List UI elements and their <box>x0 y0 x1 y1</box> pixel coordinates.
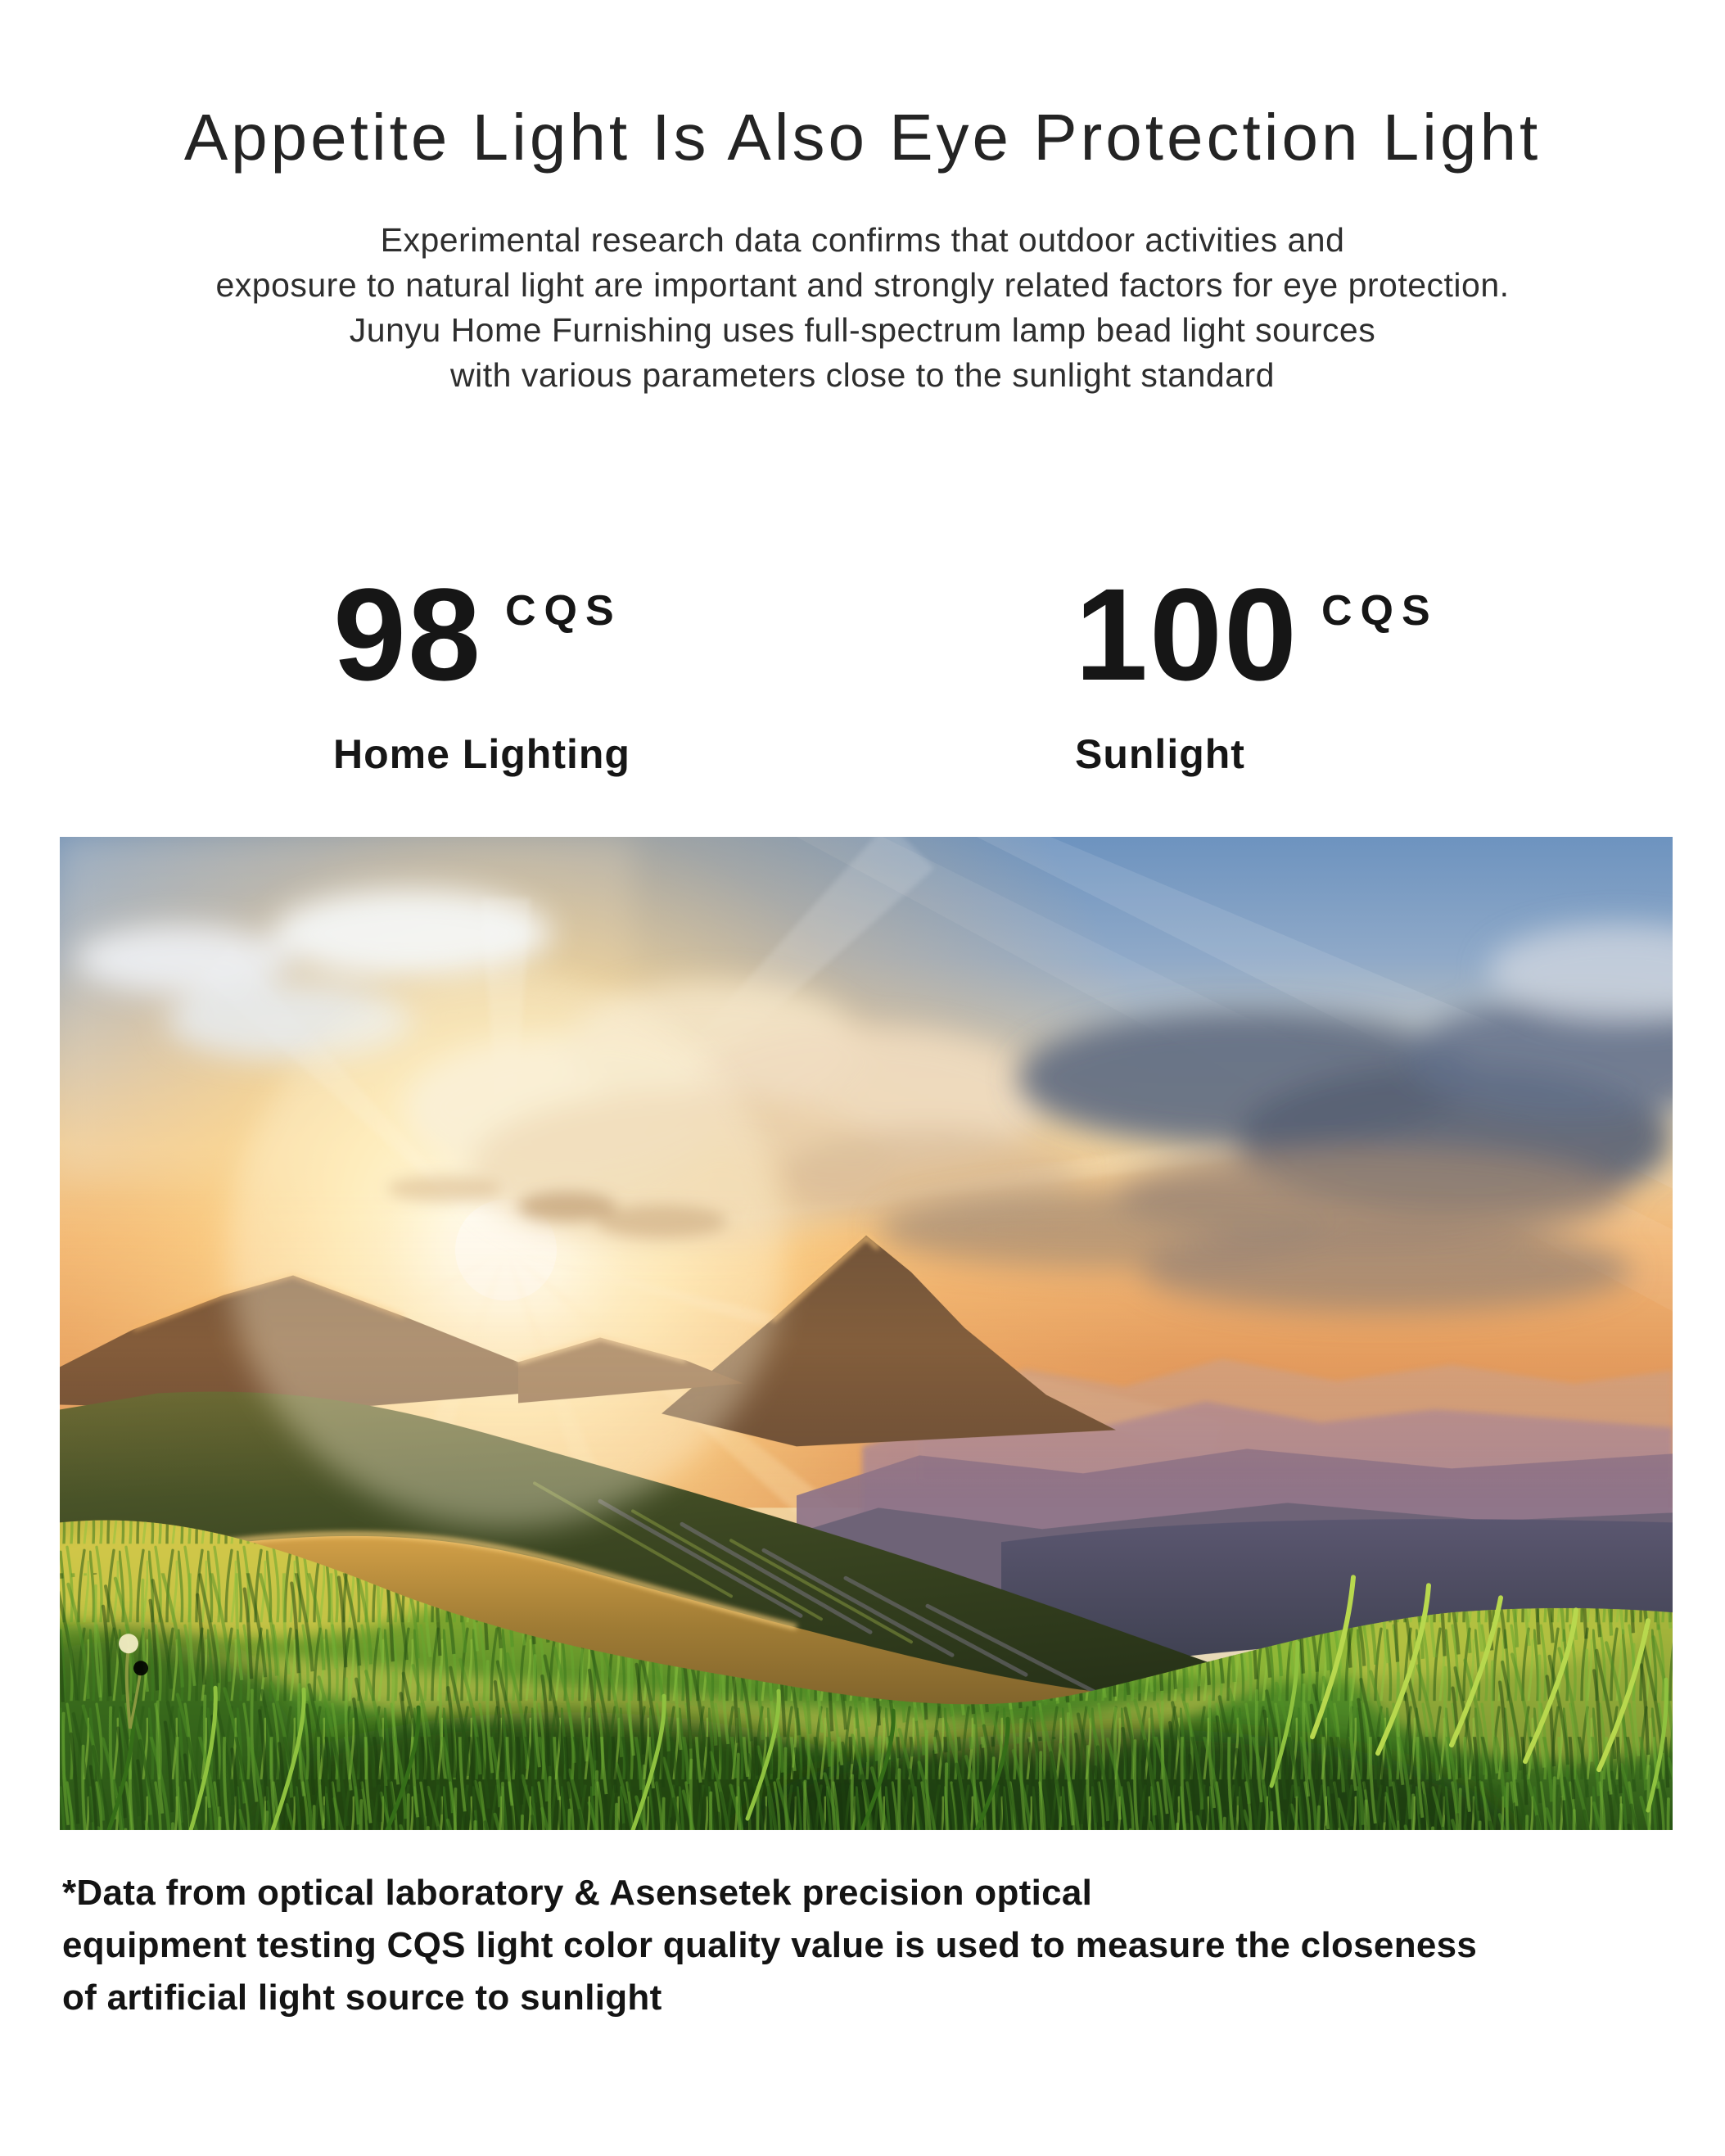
stat-unit: CQS <box>1321 587 1438 635</box>
stat-label: Home Lighting <box>333 731 630 777</box>
stat-home-lighting <box>333 561 630 778</box>
stat-label: Sunlight <box>1075 731 1245 777</box>
stat-sunlight <box>1075 561 1438 778</box>
intro-line: exposure to natural light are important and strongly related factors for eye protection. <box>215 266 1510 304</box>
stat-unit: CQS <box>504 587 622 635</box>
stat-value <box>1075 561 1438 707</box>
footnote-line: of artificial light source to sunlight <box>62 1977 662 2018</box>
intro-paragraph <box>0 218 1725 398</box>
stat-number: 100 <box>1075 561 1298 707</box>
intro-line: Experimental research data confirms that outdoor activities and <box>380 221 1345 259</box>
intro-line: with various parameters close to the sunlight standard <box>450 356 1275 394</box>
footnote <box>62 1867 1683 2024</box>
stat-value <box>333 561 630 707</box>
intro-line: Junyu Home Furnishing uses full-spectrum lamp bead light sources <box>349 311 1376 349</box>
landscape-illustration <box>60 837 1673 1830</box>
sunset-landscape-photo <box>60 837 1673 1830</box>
page-title: Appetite Light Is Also Eye Protection Light <box>183 101 1542 174</box>
footnote-line: equipment testing CQS light color quality value is used to measure the closeness <box>62 1925 1478 1965</box>
footnote-line: *Data from optical laboratory & Asensetek precision optical <box>62 1873 1093 1913</box>
stat-number: 98 <box>333 561 482 707</box>
